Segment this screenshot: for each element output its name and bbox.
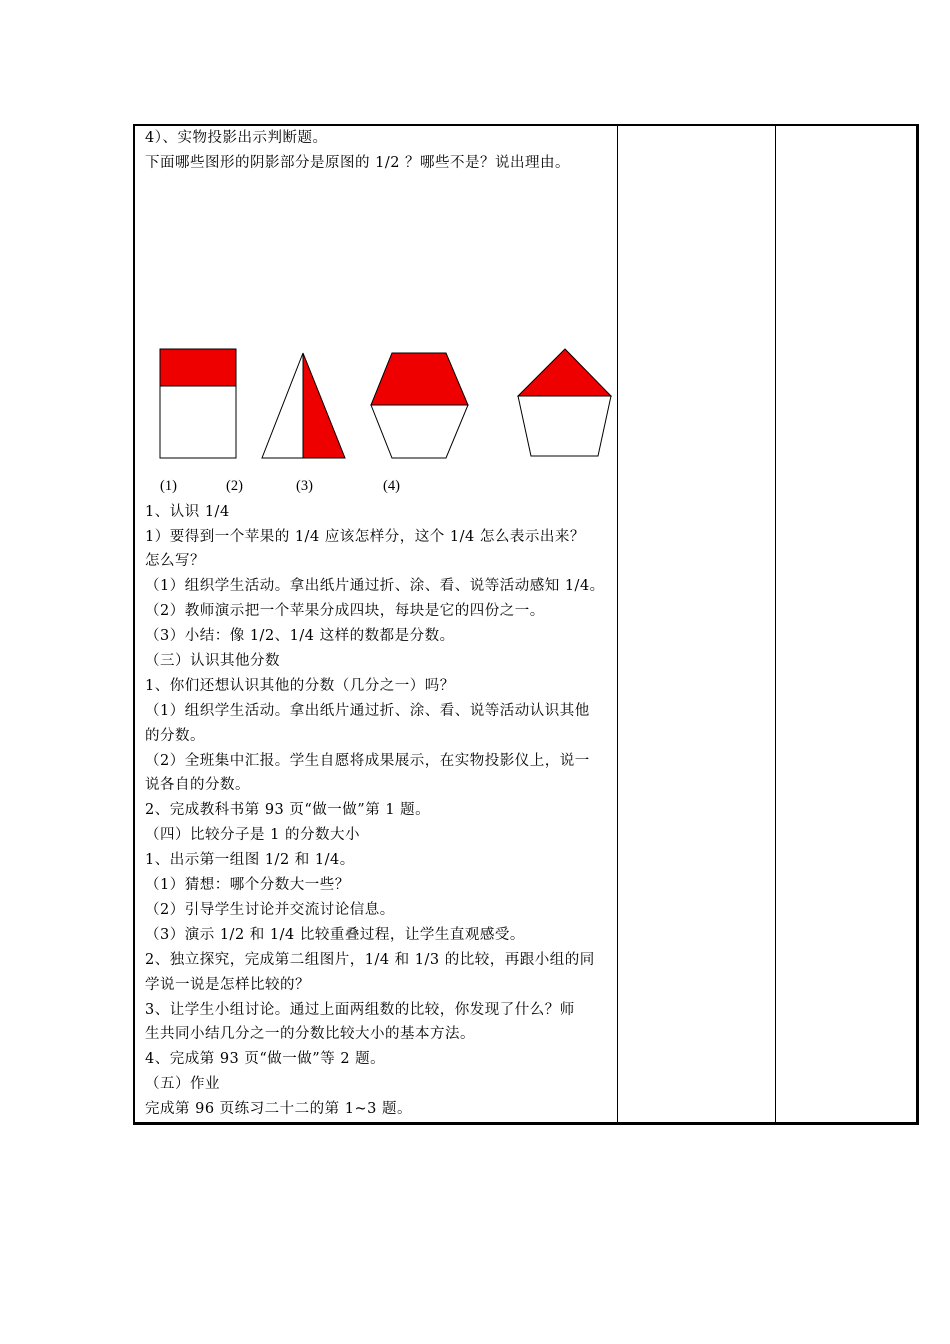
text-line: 1）要得到一个苹果的 1/4 应该怎样分，这个 1/4 怎么表示出来？ bbox=[145, 529, 585, 545]
text-line: （2）全班集中汇报。学生自愿将成果展示，在实物投影仪上，说一 bbox=[145, 753, 590, 769]
text-line: （1）组织学生活动。拿出纸片通过折、涂、看、说等活动感知 1/4。 bbox=[145, 578, 605, 594]
figure-pentagon bbox=[518, 349, 611, 456]
column-divider bbox=[617, 126, 618, 1122]
text-line: 4）、实物投影出示判断题。 bbox=[145, 130, 328, 146]
figure-label: (3) bbox=[296, 478, 313, 494]
figure-label: (1) bbox=[160, 478, 177, 494]
text-line: （2）引导学生讨论并交流讨论信息。 bbox=[145, 902, 395, 918]
figure-square bbox=[160, 349, 236, 458]
text-line: 1、出示第一组图 1/2 和 1/4。 bbox=[145, 852, 355, 868]
column-divider bbox=[775, 126, 776, 1122]
text-line: 生共同小结几分之一的分数比较大小的基本方法。 bbox=[145, 1026, 475, 1042]
text-line: 怎么写？ bbox=[145, 553, 205, 569]
text-line: 学说一说是怎样比较的？ bbox=[145, 977, 310, 993]
judgement-figures bbox=[150, 340, 620, 470]
figure-hexagon bbox=[371, 353, 468, 458]
text-line: （五）作业 bbox=[145, 1076, 220, 1092]
text-line: 说各自的分数。 bbox=[145, 777, 250, 793]
text-line: 1、你们还想认识其他的分数（几分之一）吗？ bbox=[145, 678, 455, 694]
figure-triangle bbox=[262, 353, 345, 458]
text-line: （1）组织学生活动。拿出纸片通过折、涂、看、说等活动认识其他 bbox=[145, 703, 590, 719]
text-line: 完成第 96 页练习二十二的第 1~3 题。 bbox=[145, 1101, 412, 1117]
text-line: 3、让学生小组讨论。通过上面两组数的比较，你发现了什么？师 bbox=[145, 1002, 575, 1018]
text-line: 1、认识 1/4 bbox=[145, 504, 230, 520]
text-line: 下面哪些图形的阴影部分是原图的 1/2 ？哪些不是？说出理由。 bbox=[145, 155, 571, 171]
text-line: 2、独立探究，完成第二组图片，1/4 和 1/3 的比较，再跟小组的同 bbox=[145, 952, 595, 968]
text-line: （三）认识其他分数 bbox=[145, 653, 280, 669]
text-line: 4、完成第 93 页“做一做”等 2 题。 bbox=[145, 1051, 386, 1067]
text-line: （四）比较分子是 1 的分数大小 bbox=[145, 827, 360, 843]
text-line: （2）教师演示把一个苹果分成四块，每块是它的四份之一。 bbox=[145, 603, 545, 619]
text-line: （3）小结：像 1/2、1/4 这样的数都是分数。 bbox=[145, 628, 455, 644]
text-line: 的分数。 bbox=[145, 728, 205, 744]
text-line: （1）猜想：哪个分数大一些？ bbox=[145, 877, 350, 893]
text-line: （3）演示 1/2 和 1/4 比较重叠过程，让学生直观感受。 bbox=[145, 927, 525, 943]
text-line: 2、完成教科书第 93 页“做一做”第 1 题。 bbox=[145, 802, 431, 818]
figure-label: (2) bbox=[226, 478, 243, 494]
figure-label: (4) bbox=[383, 478, 400, 494]
